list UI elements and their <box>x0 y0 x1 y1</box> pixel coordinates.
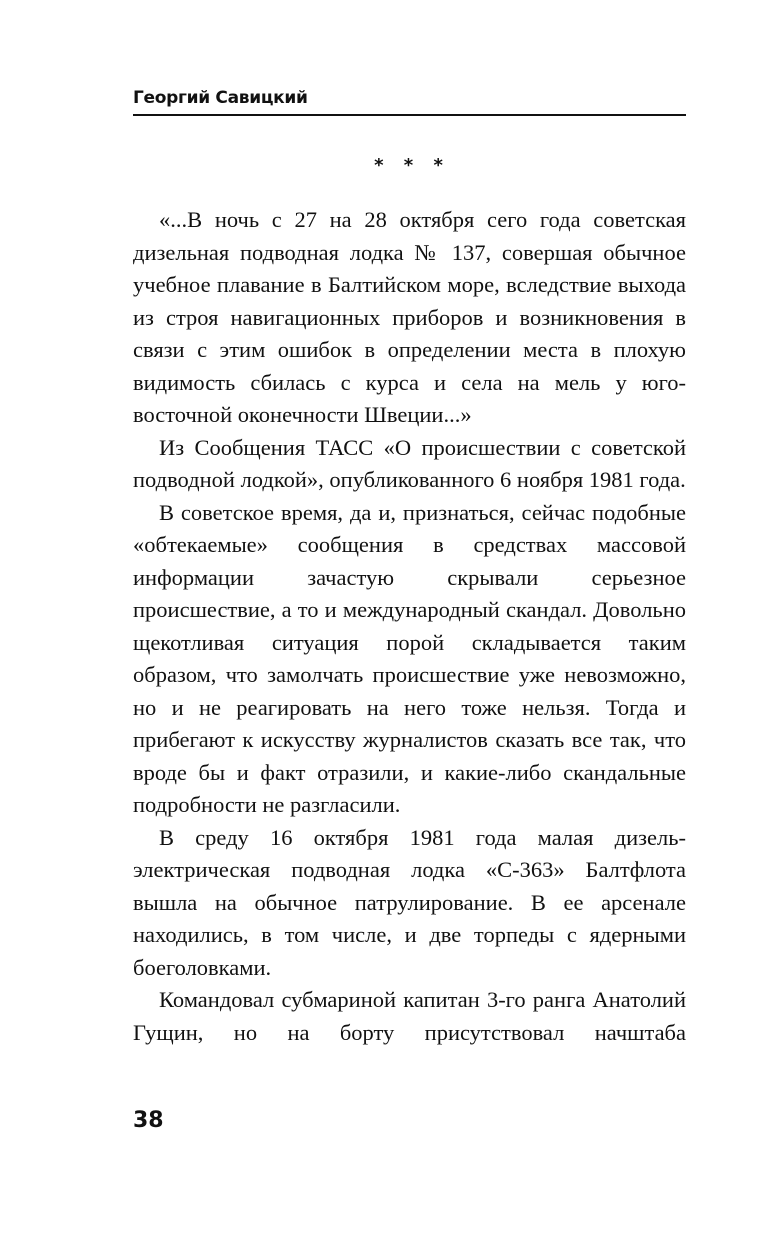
page-number: 38 <box>133 1108 164 1133</box>
paragraph-source: Из Сообщения ТАСС «О происшествии с советской подводной лодкой», опубликованного 6 ноября 1981 года. <box>133 434 686 492</box>
paragraph-command: Командовал субмариной капитан 3-го ранга Анатолий Гущин, но на борту присутствовал начштаба <box>133 987 686 1045</box>
body-text <box>133 204 686 1049</box>
section-separator: * * * <box>374 155 445 176</box>
paragraph-context: В советское время, да и, признаться, сейчас подобные «обтекаемые» сообщения в средствах массовой информации зачастую скрывали серьезное происшествие, а то и международный скандал. Довольно щекотливая ситуация порой складывается таким образом, что замолчать происшествие уже невозможно, но и не реагировать на него тоже нельзя. Тогда и прибегают к искусству журналистов сказать все так, что вроде бы и факт отразили, и какие-либо скандальные подробности не разгласили. <box>133 499 686 817</box>
running-head: Георгий Савицкий <box>133 88 308 108</box>
header-rule <box>133 114 686 116</box>
paragraph-quote: «...В ночь с 27 на 28 октября сего года советская дизельная подводная лодка № 137, совершая обычное учебное плавание в Балтийском море, вследствие выхода из строя навигационных приборов и возникновения в связи с этим ошибок в определении места в плохую видимость сбилась с курса и села на мель у юго-восточной оконечности Швеции...» <box>133 207 686 427</box>
paragraph-event: В среду 16 октября 1981 года малая дизель-электрическая подводная лодка «С-363» Балтфлота вышла на обычное патрулирование. В ее арсенале находились, в том числе, и две торпеды с ядерными боеголовками. <box>133 824 686 980</box>
